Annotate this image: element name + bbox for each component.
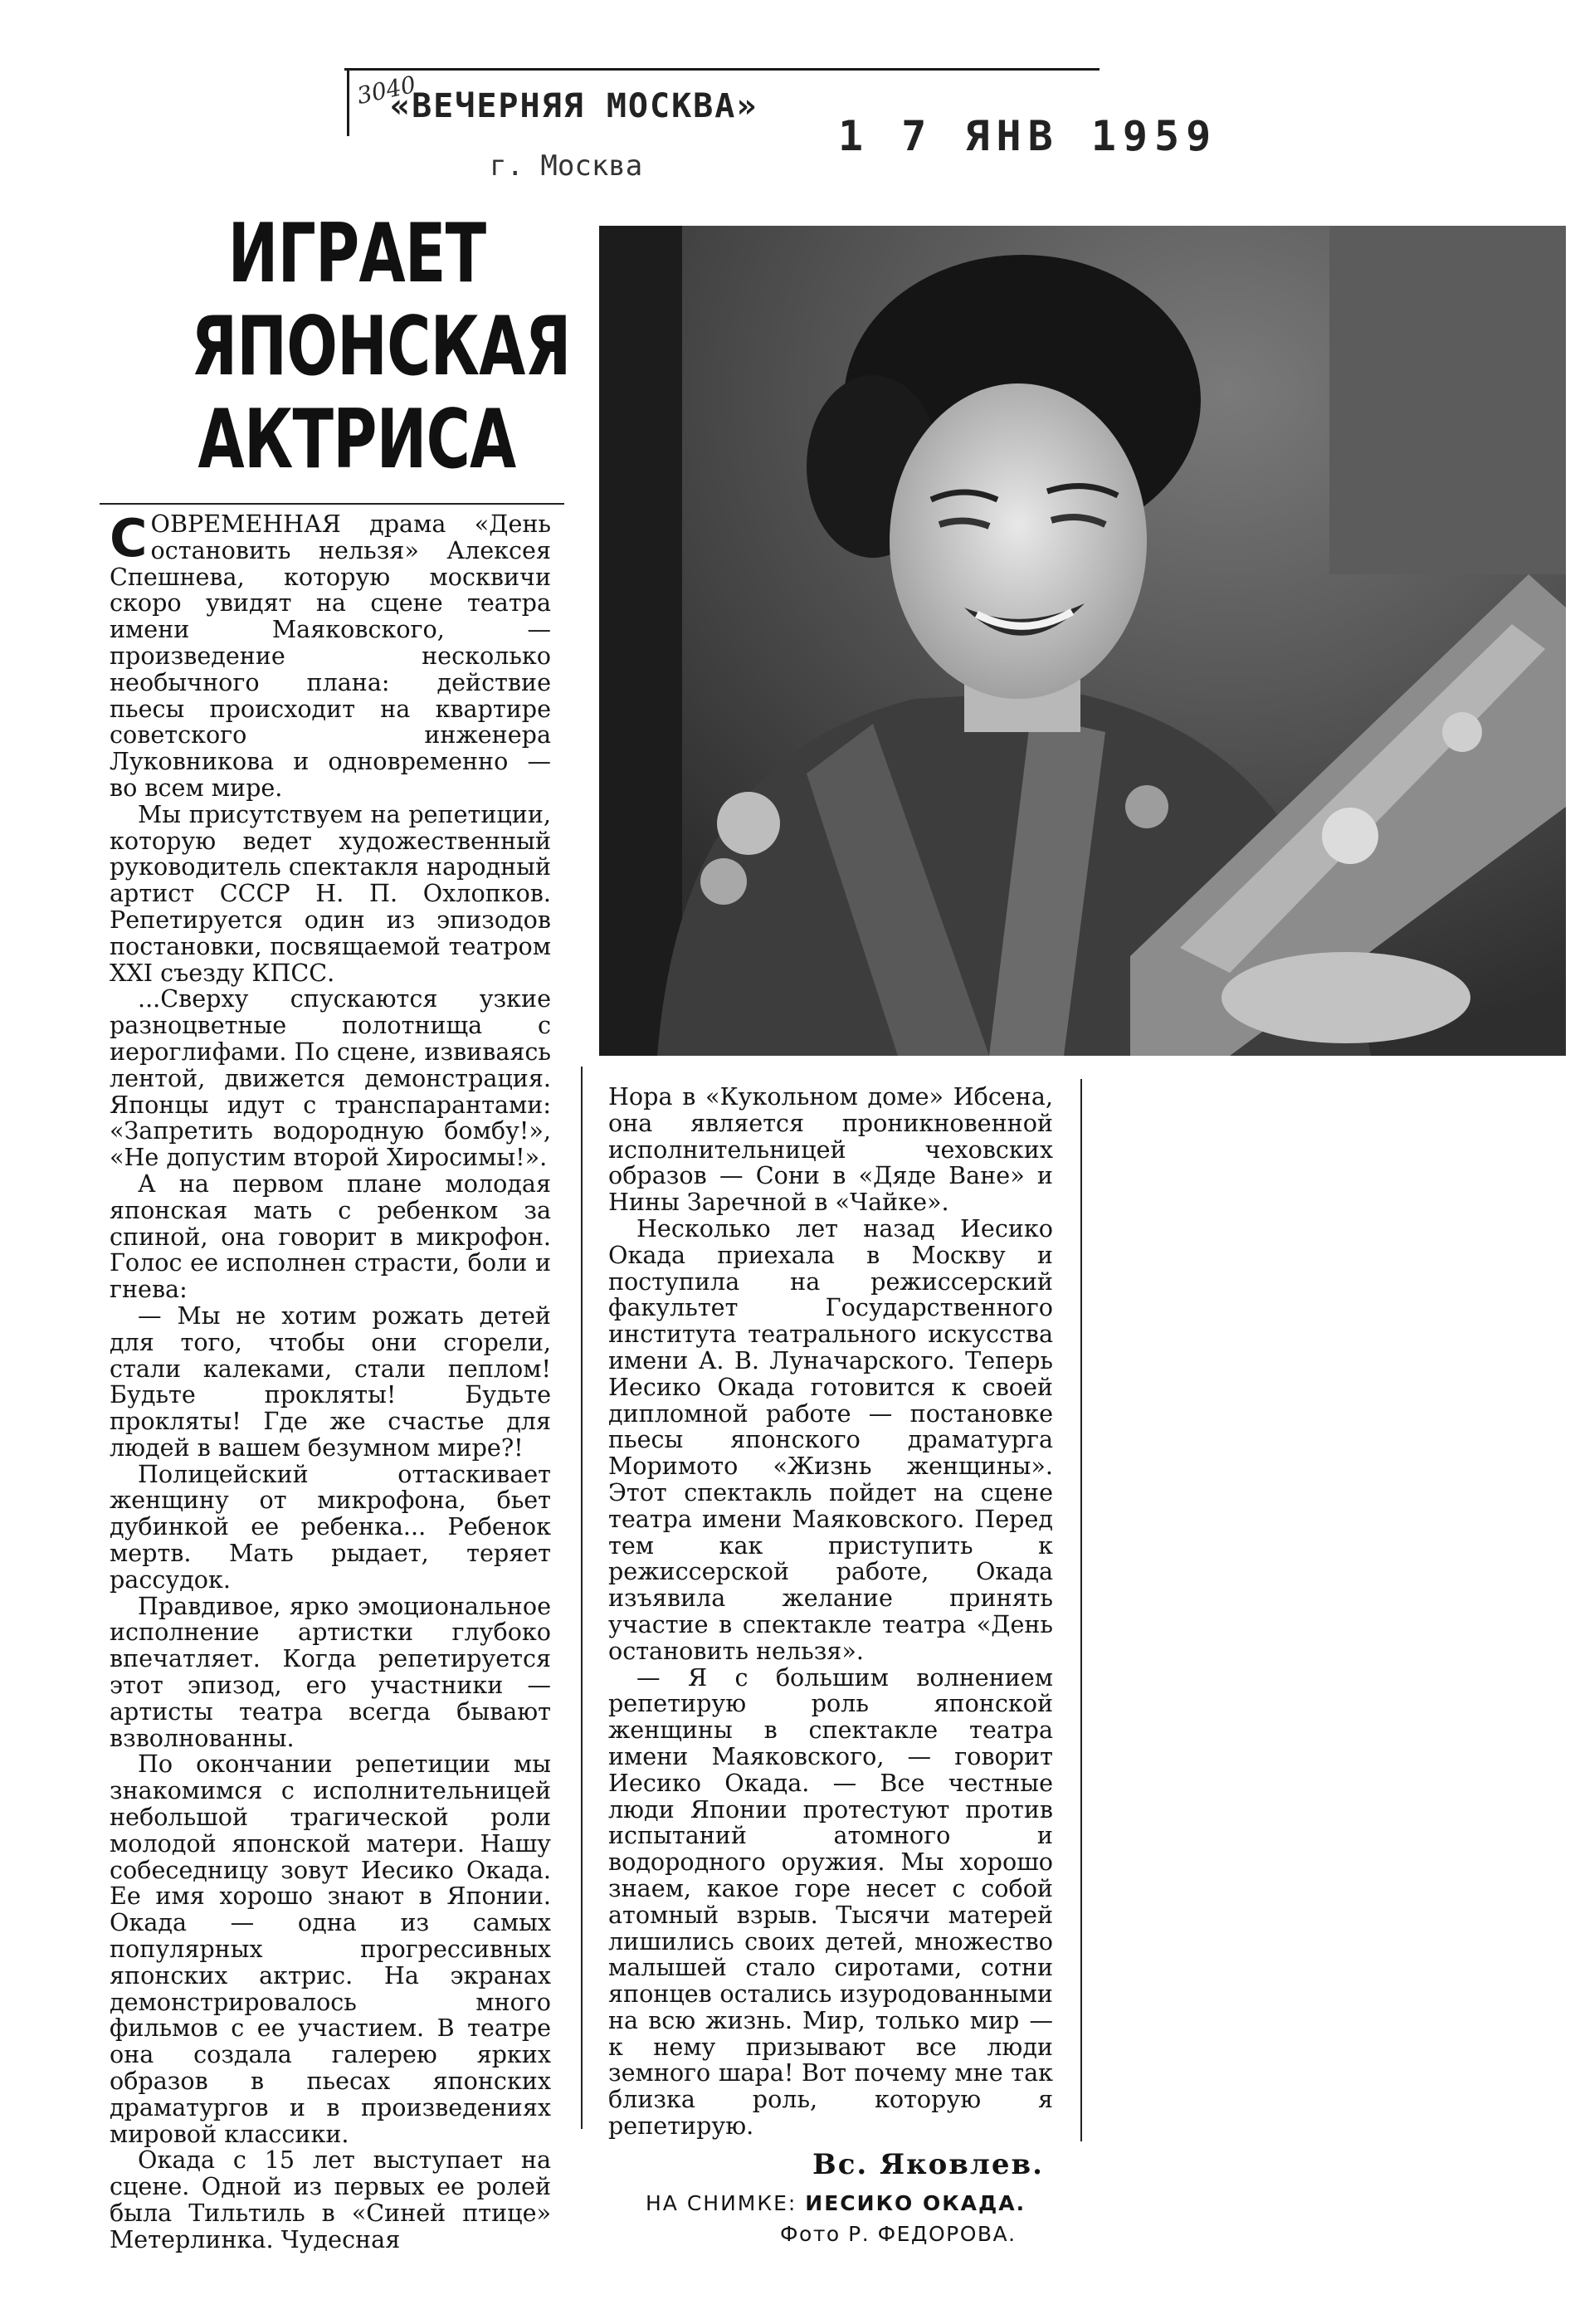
article-column-2: [608, 1084, 1053, 2140]
photo-curtain-left: [599, 226, 682, 1056]
caption-label: НА СНИМКЕ:: [646, 2191, 797, 2215]
article-paragraph: СОВРЕМЕННАЯ драма «День остановить нельзя» Алексея Спешнева, которую москвичи скоро увидят на сцене театра имени Маяковского, — произведение несколько необычного плана: действие пьесы происходит на квартире советского инженера Луковникова и одновременно — во всем мире.: [110, 508, 551, 802]
headline-line-2: ЯПОНСКАЯ: [191, 300, 571, 394]
photo-hand: [1221, 952, 1470, 1043]
article-paragraph: Полицейский оттаскивает женщину от микрофона, бьет дубинкой ее ребенка... Ребенок мертв. Мать рыдает, теряет рассудок.: [110, 1459, 551, 1594]
caption-name: ИЕСИКО ОКАДА.: [805, 2191, 1026, 2215]
photo-actress: [599, 226, 1566, 1056]
drop-cap: С: [110, 508, 148, 569]
photo-face: [890, 383, 1147, 699]
photo-caption: [646, 2191, 1026, 2215]
article-paragraph: Несколько лет назад Иесико Окада приехала в Москву и поступила на режиссерский факультет Государственного института театрального искусства имени А. В. Луначарского. Теперь Иесико Окада готовится к своей дипломной работе — постановке пьесы японского драматурга Моримото «Жизнь женщины». Этот спектакль пойдет на сцене театра имени Маяковского. Перед тем как приступить к режиссерской работе, Окада изъявила желание принять участие в спектакле театра «День остановить нельзя».: [608, 1213, 1053, 1665]
photo-kimono-flower: [700, 858, 747, 905]
article-column-1: [110, 508, 551, 2253]
photo-credit: Фото Р. ФЕДОРОВА.: [780, 2222, 1017, 2246]
author-signature: Вс. Яковлев.: [812, 2148, 1044, 2181]
article-paragraph: Мы присутствуем на репетиции, которую ведет художественный руководитель спектакля народный артист СССР Н. П. Охлопков. Репетируется один из эпизодов постановки, посвящаемой театром XXI съезду КПСС.: [110, 799, 551, 987]
photo-kimono-flower: [1125, 785, 1168, 828]
photo-book-flower: [1322, 808, 1378, 864]
headline-line-3: АКТРИСА: [197, 393, 516, 487]
column-divider: [1080, 1079, 1082, 2141]
headline: [191, 207, 571, 487]
photo-book-flower: [1442, 712, 1482, 752]
article-paragraph: По окончании репетиции мы знакомимся с исполнительницей небольшой трагической роли молодой японской матери. Нашу собеседницу зовут Иесико Окада. Ее имя хорошо знают в Японии. Окада — одна из самых популярных прогрессивных японских актрис. На экранах демонстрировалось много фильмов с ее участием. В театре она создала галерею ярких образов в пьесах японских драматургов и в произведениях мировой классики.: [110, 1750, 551, 2148]
article-paragraph: ...Сверху спускаются узкие разноцветные полотнища с иероглифами. По сцене, извиваясь лентой, движется демонстрация. Японцы идут с транспарантами: «Запретить водородную бомбу!», «Не допустим второй Хиросимы!».: [110, 984, 551, 1172]
headline-line-1: ИГРАЕТ: [227, 207, 486, 301]
stamp-newspaper-name: «ВЕЧЕРНЯЯ МОСКВА»: [390, 87, 758, 125]
article-paragraph: Окада с 15 лет выступает на сцене. Одной из первых ее ролей была Тильтиль в «Синей птице» Метерлинка. Чудесная: [110, 2146, 551, 2253]
column-divider: [581, 1067, 583, 2129]
stamp-handwritten-number: 3040: [354, 70, 418, 110]
article-paragraph: — Я с большим волнением репетирую роль японской женщины в спектакле театра имени Маяковского, — говорит Иесико Окада. — Все честные люди Японии протестуют против испытаний атомного и водородного оружия. Мы хорошо знаем, какое горе несет с собой атомный взрыв. Тысячи матерей лишились своих детей, множество малышей стало сиротами, сотни японцев остались изуродованными на всю жизнь. Мир, только мир — к нему призывают все люди земного шара! Вот почему мне так близка роль, которую я репетирую.: [608, 1662, 1053, 2141]
photo-window: [1329, 226, 1566, 574]
photo-kimono-flower: [717, 792, 780, 855]
stamp-city: г. Москва: [490, 149, 643, 183]
article-paragraph: Нора в «Кукольном доме» Ибсена, она является проникновенной исполнительницей чеховских образов — Сони в «Дяде Ване» и Нины Заречной в «Чайке».: [608, 1082, 1053, 1217]
stamp-border-top: [344, 68, 1100, 71]
stamp-date: 1 7 ЯНВ 1959: [838, 112, 1218, 160]
headline-rule: [100, 503, 564, 505]
article-paragraph: — Мы не хотим рожать детей для того, чтобы они сгорели, стали калеками, стали пеплом! Будьте прокляты! Будьте прокляты! Где же счастье для людей в вашем безумном мире?!: [110, 1301, 551, 1462]
article-paragraph: Правдивое, ярко эмоциональное исполнение артистки глубоко впечатляет. Когда репетируется этот эпизод, его участники — артисты театра всегда бывают взволнованны.: [110, 1591, 551, 1752]
stamp-border-left: [347, 68, 349, 136]
article-paragraph: А на первом плане молодая японская мать с ребенком за спиной, она говорит в микрофон. Голос ее исполнен страсти, боли и гнева:: [110, 1169, 551, 1304]
photo-drawing: [599, 226, 1566, 1056]
